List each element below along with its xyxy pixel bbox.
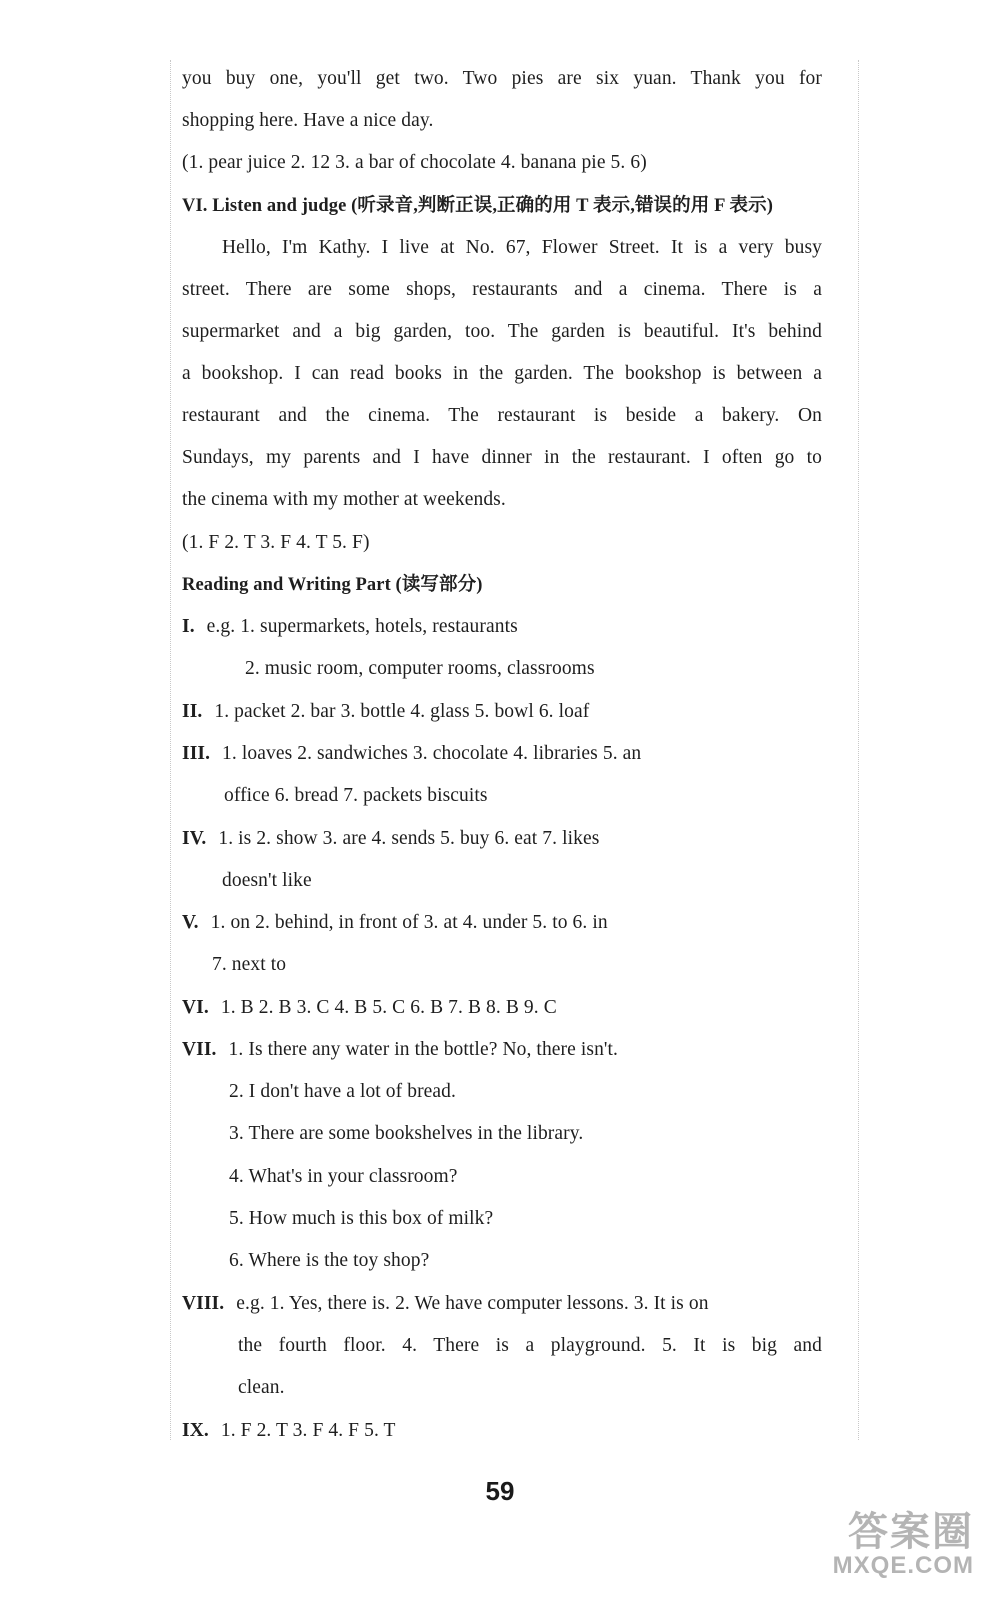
question-number: IX.	[182, 1420, 209, 1441]
answer-text: 6. Where is the toy shop?	[229, 1250, 430, 1271]
left-margin-rule	[170, 60, 171, 1440]
question-number: III.	[182, 743, 211, 764]
answer-text: 1. F 2. T 3. F 4. F 5. T	[220, 1420, 396, 1441]
answer-text: 1. B 2. B 3. C 4. B 5. C 6. B 7. B 8. B 9. C	[220, 997, 557, 1018]
passage-line: restaurant and the cinema. The restaurant is beside a bakery. On	[182, 405, 822, 426]
question-iii	[182, 741, 822, 767]
passage-line: street. There are some shops, restaurants and a cinema. There is a	[182, 279, 822, 300]
question-v	[182, 910, 608, 936]
question-vi	[182, 995, 557, 1021]
answer-key-line: (1. pear juice 2. 12 3. a bar of chocolate 4. banana pie 5. 6)	[182, 152, 647, 173]
answer-text: e.g. 1. supermarkets, hotels, restaurants	[206, 616, 518, 637]
answer-key-line: (1. F 2. T 3. F 4. T 5. F)	[182, 532, 370, 553]
passage-line: Hello, I'm Kathy. I live at No. 67, Flower Street. It is a very busy	[222, 237, 822, 258]
question-vii	[182, 1037, 618, 1063]
answer-text: 1. packet 2. bar 3. bottle 4. glass 5. bowl 6. loaf	[214, 701, 590, 722]
answer-text: office 6. bread 7. packets biscuits	[224, 785, 488, 806]
passage-line: you buy one, you'll get two. Two pies are six yuan. Thank you for	[182, 68, 822, 89]
watermark-logo-text: 答案圈	[848, 1510, 974, 1554]
section-heading: VI. Listen and judge (听录音,判断正误,正确的用 T 表示,错误的用 F 表示)	[182, 196, 773, 216]
passage-line: supermarket and a big garden, too. The garden is beautiful. It's behind	[182, 321, 822, 342]
question-number: VIII.	[182, 1293, 225, 1314]
question-number: IV.	[182, 828, 207, 849]
answer-text: 2. I don't have a lot of bread.	[229, 1081, 456, 1102]
passage-line: a bookshop. I can read books in the garden. The bookshop is between a	[182, 363, 822, 384]
watermark	[810, 1500, 980, 1590]
passage-line: shopping here. Have a nice day.	[182, 110, 434, 131]
question-ii	[182, 699, 589, 725]
right-margin-rule	[858, 60, 859, 1440]
answer-text: 1. Is there any water in the bottle? No, there isn't.	[228, 1039, 619, 1060]
question-ix	[182, 1418, 396, 1444]
answer-text: doesn't like	[222, 870, 312, 891]
answer-text: e.g. 1. Yes, there is. 2. We have computer lessons. 3. It is on	[236, 1293, 709, 1314]
answer-text: 7. next to	[212, 954, 287, 975]
answer-text: 3. There are some bookshelves in the library.	[229, 1123, 584, 1144]
question-number: VI.	[182, 997, 209, 1018]
answer-text: clean.	[238, 1377, 285, 1398]
question-number: VII.	[182, 1039, 217, 1060]
question-number: I.	[182, 616, 195, 637]
watermark-site-text: MXQE.COM	[832, 1552, 974, 1579]
answer-text: the fourth floor. 4. There is a playground. 5. It is big and	[238, 1335, 822, 1356]
answer-text: 1. on 2. behind, in front of 3. at 4. under 5. to 6. in	[210, 912, 608, 933]
question-number: V.	[182, 912, 199, 933]
question-iv	[182, 826, 599, 852]
answer-text: 4. What's in your classroom?	[229, 1166, 458, 1187]
answer-text: 1. loaves 2. sandwiches 3. chocolate 4. libraries 5. an	[222, 743, 642, 764]
passage-line: the cinema with my mother at weekends.	[182, 489, 506, 510]
question-i	[182, 614, 518, 640]
page-number: 59	[485, 1476, 515, 1506]
question-viii	[182, 1291, 822, 1317]
part-heading: Reading and Writing Part (读写部分)	[182, 575, 483, 595]
answer-text: 2. music room, computer rooms, classrooms	[245, 658, 595, 679]
passage-line: Sundays, my parents and I have dinner in the restaurant. I often go to	[182, 447, 822, 468]
question-number: II.	[182, 701, 203, 722]
answer-text: 1. is 2. show 3. are 4. sends 5. buy 6. eat 7. likes	[218, 828, 600, 849]
answer-text: 5. How much is this box of milk?	[229, 1208, 494, 1229]
